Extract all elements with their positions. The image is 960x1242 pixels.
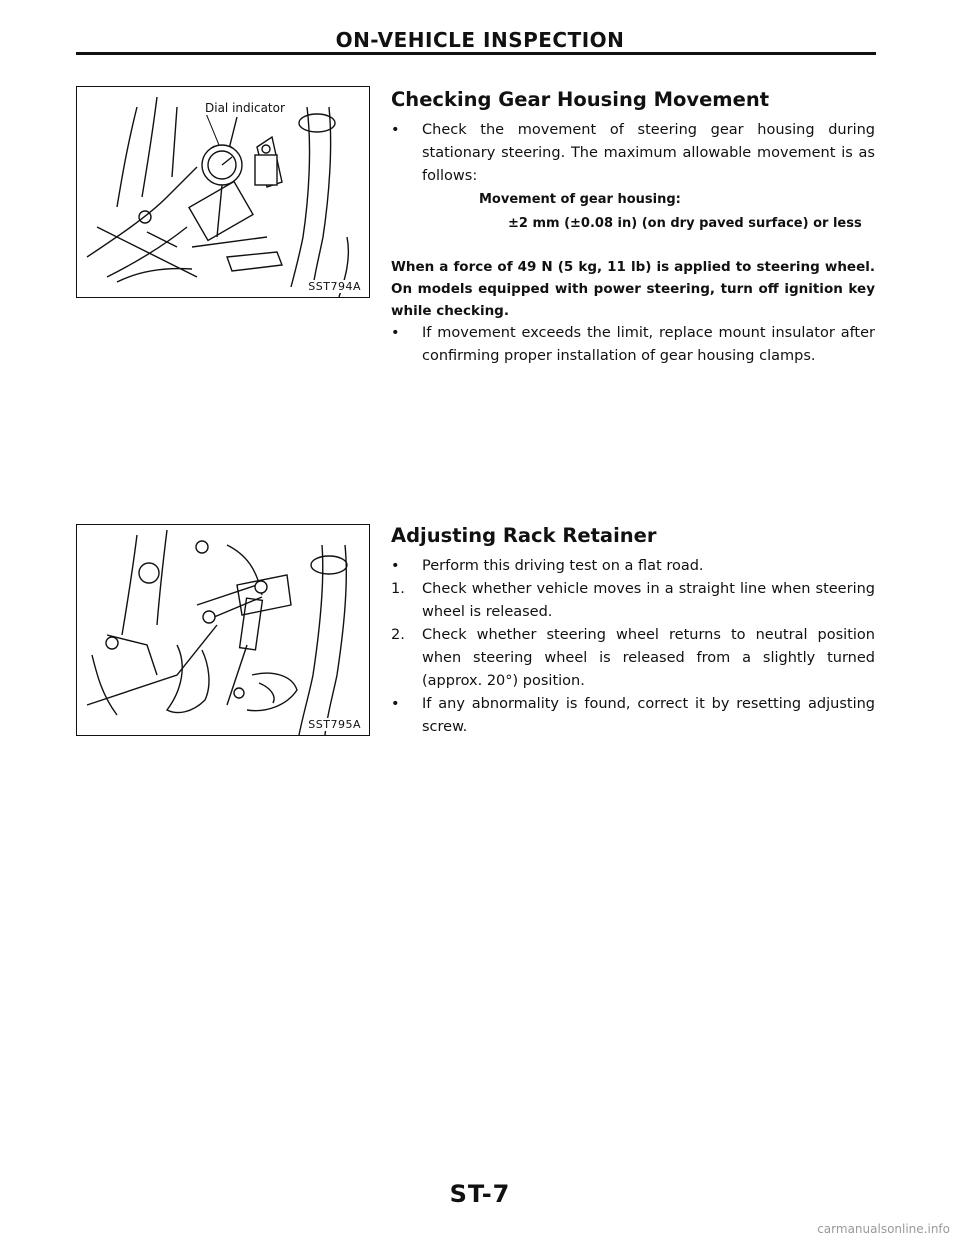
section-gear-housing-movement [391,88,875,368]
list-item [391,693,875,739]
section-adjusting-rack-retainer [391,524,875,739]
dial-indicator-illustration [77,87,369,297]
list-marker: • [391,558,400,575]
bullet-item [391,322,875,368]
bullet-item [391,119,875,188]
note-text: When a force of 49 N (5 kg, 11 lb) is applied to steering wheel. On models equipped with power steering, turn off ignition key while checking. [391,259,875,320]
figure-rack-retainer [76,524,370,736]
bullet-marker: • [391,325,400,342]
list-marker: 1. [391,581,405,598]
list-item [391,624,875,693]
list-item [391,578,875,624]
list-item [391,555,875,578]
page-number: ST-7 [449,1180,511,1208]
list-item-text: Perform this driving test on a flat road. [422,558,704,575]
section-title: Adjusting Rack Retainer [391,524,657,547]
list-item-text: Check whether vehicle moves in a straight line when steering wheel is released. [422,581,875,621]
watermark-text[interactable]: carmanualsonline.info [817,1222,950,1236]
list-item-text: If any abnormality is found, correct it by resetting adjusting screw. [422,696,875,736]
list-marker: • [391,696,400,713]
section-title: Checking Gear Housing Movement [391,88,770,111]
bullet-text: Check the movement of steering gear housing during stationary steering. The maximum allowable movement is as follows: [422,122,875,185]
spec-value: ±2 mm (±0.08 in) (on dry paved surface) or less [508,216,862,232]
bullet-text: If movement exceeds the limit, replace mount insulator after confirming proper installation of gear housing clamps. [422,325,875,365]
page-header-title: ON-VEHICLE INSPECTION [335,28,625,52]
spec-label: Movement of gear housing: [479,192,681,208]
list-item-text: Check whether steering wheel returns to neutral position when steering wheel is released from a slightly turned (approx. 20°) position. [422,627,875,690]
figure-callout-label: Dial indicator [205,101,285,115]
figure-code: SST794A [308,280,361,293]
figure-code: SST795A [308,718,361,731]
figure-dial-indicator [76,86,370,298]
bullet-marker: • [391,122,400,139]
rack-retainer-illustration [77,525,369,735]
header-rule [76,52,876,55]
list-marker: 2. [391,627,405,644]
